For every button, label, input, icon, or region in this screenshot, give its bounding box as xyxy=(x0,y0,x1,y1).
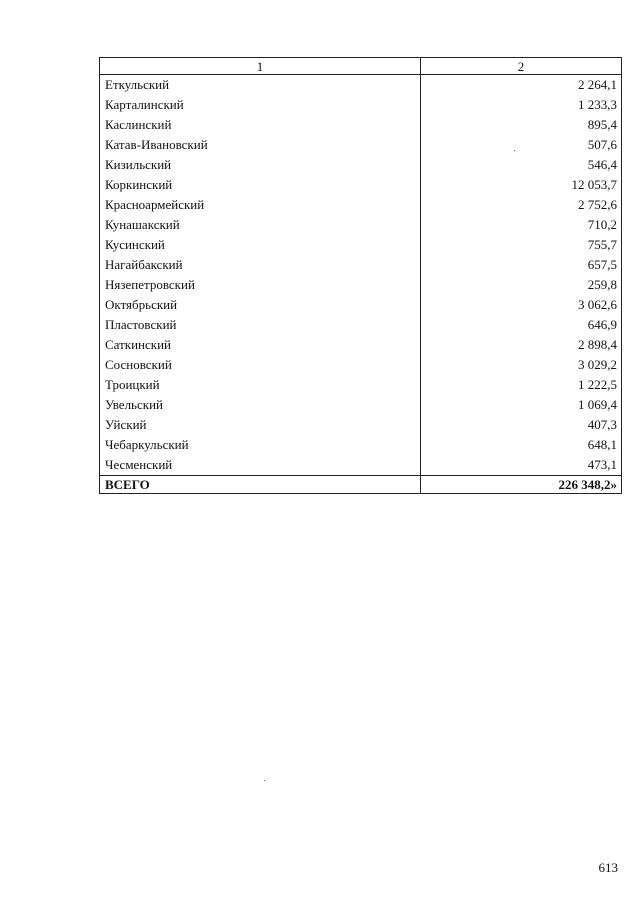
scan-speck xyxy=(264,780,265,781)
table-row xyxy=(100,335,622,355)
table-row xyxy=(100,295,622,315)
district-value: 546,4 xyxy=(421,155,622,175)
table-total-row xyxy=(100,476,622,494)
table-row xyxy=(100,315,622,335)
district-value: 2 752,6 xyxy=(421,195,622,215)
district-name: Нагайбакский xyxy=(100,255,421,275)
page-number: 613 xyxy=(598,860,618,875)
district-name: Красноармейский xyxy=(100,195,421,215)
district-name: Нязепетровский xyxy=(100,275,421,295)
data-table-container xyxy=(99,57,621,494)
district-name: Карталинский xyxy=(100,95,421,115)
district-value: 895,4 xyxy=(421,115,622,135)
district-name: Октябрьский xyxy=(100,295,421,315)
district-value: 12 053,7 xyxy=(421,175,622,195)
district-value: 2 898,4 xyxy=(421,335,622,355)
table-row xyxy=(100,235,622,255)
district-value: 473,1 xyxy=(421,455,622,476)
table-row xyxy=(100,415,622,435)
district-name: Сосновский xyxy=(100,355,421,375)
district-value: 710,2 xyxy=(421,215,622,235)
district-name: Кизильский xyxy=(100,155,421,175)
district-value: 646,9 xyxy=(421,315,622,335)
district-name: Коркинский xyxy=(100,175,421,195)
table-row xyxy=(100,435,622,455)
table-row xyxy=(100,215,622,235)
table-row xyxy=(100,95,622,115)
table-row xyxy=(100,355,622,375)
district-name: Кусинский xyxy=(100,235,421,255)
district-table xyxy=(99,57,622,494)
district-name: Чебаркульский xyxy=(100,435,421,455)
district-value: 259,8 xyxy=(421,275,622,295)
total-label: ВСЕГО xyxy=(100,476,421,494)
district-name: Уйский xyxy=(100,415,421,435)
table-row xyxy=(100,395,622,415)
table-row xyxy=(100,155,622,175)
district-name: Чесменский xyxy=(100,455,421,476)
header-column-2: 2 xyxy=(421,58,622,75)
table-row xyxy=(100,375,622,395)
district-value: 1 222,5 xyxy=(421,375,622,395)
table-body xyxy=(100,75,622,494)
district-name: Саткинский xyxy=(100,335,421,355)
district-name: Пластовский xyxy=(100,315,421,335)
district-value: 1 069,4 xyxy=(421,395,622,415)
table-row xyxy=(100,195,622,215)
district-value: 2 264,1 xyxy=(421,75,622,96)
table-row xyxy=(100,455,622,476)
scan-speck xyxy=(514,150,515,151)
table-row xyxy=(100,115,622,135)
table-row xyxy=(100,175,622,195)
district-name: Катав-Ивановский xyxy=(100,135,421,155)
district-name: Кунашакский xyxy=(100,215,421,235)
total-value: 226 348,2» xyxy=(421,476,622,494)
table-row xyxy=(100,275,622,295)
district-name: Каслинский xyxy=(100,115,421,135)
table-row xyxy=(100,75,622,96)
table-row xyxy=(100,135,622,155)
district-value: 648,1 xyxy=(421,435,622,455)
district-value: 3 029,2 xyxy=(421,355,622,375)
header-column-1: 1 xyxy=(100,58,421,75)
district-name: Увельский xyxy=(100,395,421,415)
district-value: 1 233,3 xyxy=(421,95,622,115)
district-name: Троицкий xyxy=(100,375,421,395)
district-value: 657,5 xyxy=(421,255,622,275)
district-value: 3 062,6 xyxy=(421,295,622,315)
table-row xyxy=(100,255,622,275)
district-value: 507,6 xyxy=(421,135,622,155)
district-name: Еткульский xyxy=(100,75,421,96)
district-value: 407,3 xyxy=(421,415,622,435)
table-header-row xyxy=(100,58,622,75)
district-value: 755,7 xyxy=(421,235,622,255)
